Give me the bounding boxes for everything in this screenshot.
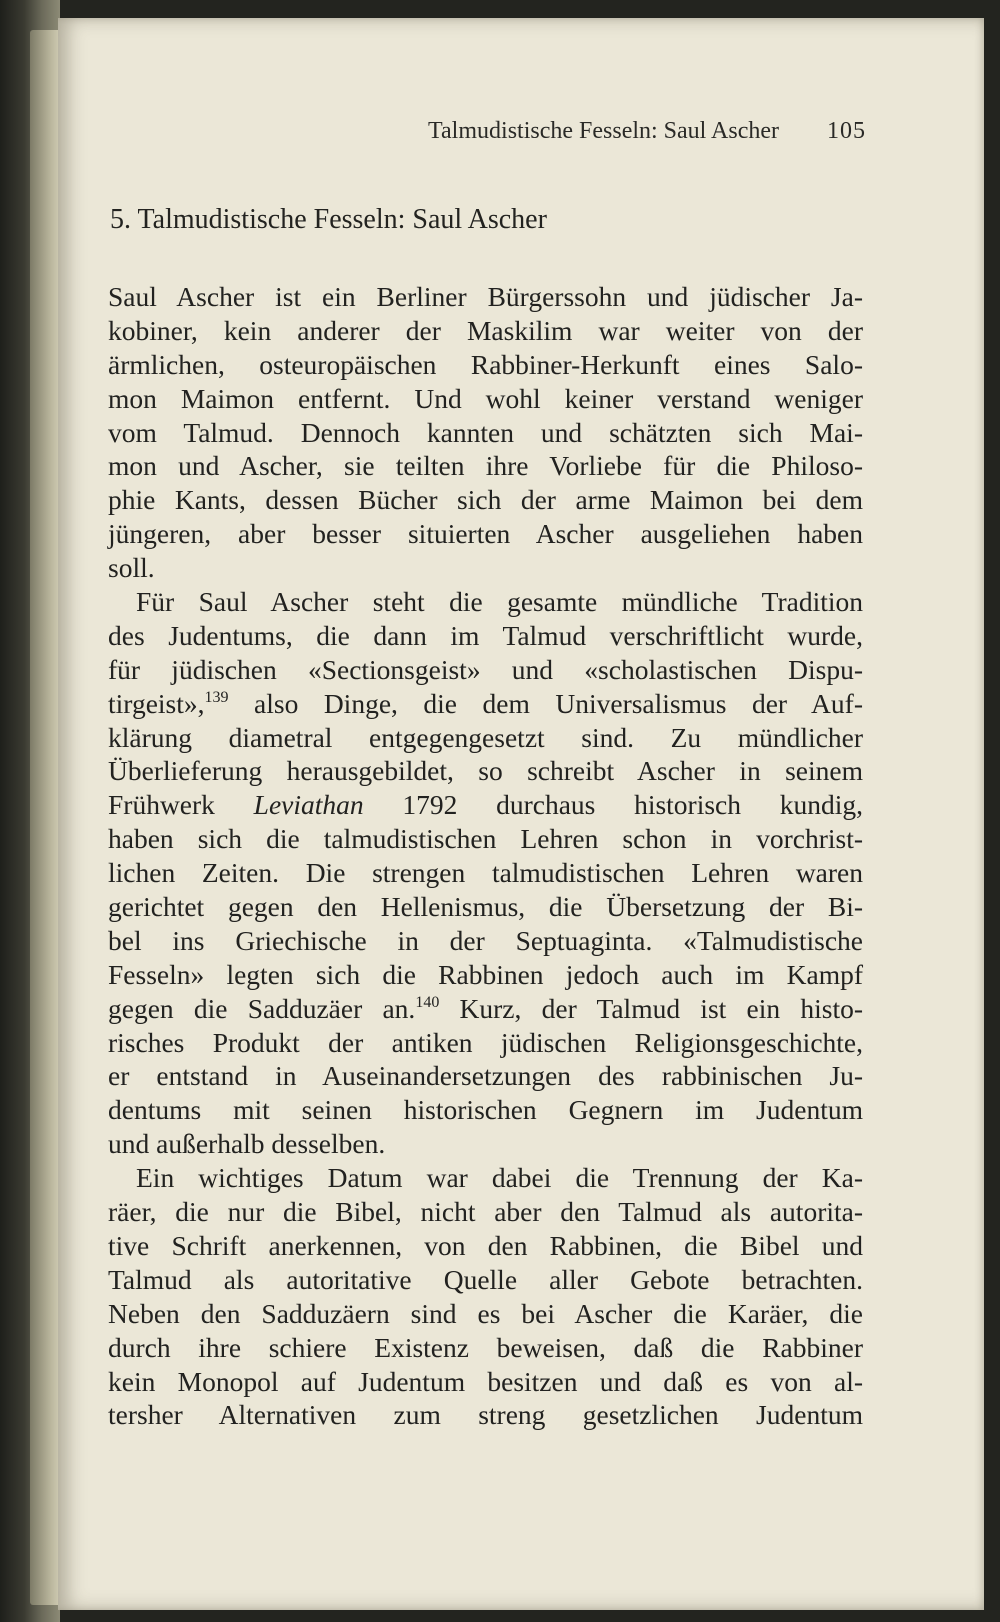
- book-page: [58, 18, 984, 1610]
- text-line: klärung diametral entgegengesetzt sind. Zu mündlicher: [108, 721, 863, 753]
- line-text: also Dinge, die dem Universalismus der Auf-: [228, 687, 863, 719]
- text-line: kobiner, kein anderer der Maskilim war weiter von der: [108, 314, 863, 346]
- text-line: ärmlichen, osteuropäischen Rabbiner-Herkunft eines Salo-: [108, 348, 863, 380]
- text-line: Fesseln» legten sich die Rabbinen jedoch auch im Kampf: [108, 958, 863, 990]
- page-number: 105: [827, 118, 866, 144]
- text-line: jüngeren, aber besser situierten Ascher ausgeliehen haben: [108, 518, 863, 550]
- paragraph-start-line: Für Saul Ascher steht die gesamte mündliche Tradition: [136, 586, 863, 618]
- line-text: gegen die Sadduzäer an.: [108, 992, 416, 1024]
- text-line: [108, 992, 863, 1026]
- text-line: [108, 687, 863, 721]
- book-title-leviathan: Leviathan: [253, 789, 364, 821]
- text-line: lichen Zeiten. Die strengen talmudistischen Lehren waren: [108, 857, 863, 889]
- text-line: haben sich die talmudistischen Lehren schon in vorchrist-: [108, 823, 863, 855]
- footnote-reference-140: 140: [415, 993, 440, 1011]
- line-text: tirgeist»,: [108, 687, 205, 719]
- text-line: phie Kants, dessen Bücher sich der arme Maimon bei dem: [108, 484, 863, 516]
- text-line: dentums mit seinen historischen Gegnern im Judentum: [108, 1094, 863, 1126]
- text-line: des Judentums, die dann im Talmud verschriftlicht wurde,: [108, 619, 863, 651]
- text-line: tive Schrift anerkennen, von den Rabbinen, die Bibel und: [108, 1229, 863, 1261]
- text-line: risches Produkt der antiken jüdischen Religionsgeschichte,: [108, 1026, 863, 1058]
- line-text: 1792 durchaus historisch kundig,: [363, 789, 863, 821]
- text-line: bel ins Griechische in der Septuaginta. «Talmudistische: [108, 924, 863, 956]
- text-line: Überlieferung herausgebildet, so schreibt Ascher in seinem: [108, 755, 863, 787]
- paragraph-end-line: und außerhalb desselben.: [108, 1128, 386, 1160]
- text-line: gerichtet gegen den Hellenismus, die Übersetzung der Bi-: [108, 891, 863, 923]
- text-line: tersher Alternativen zum streng gesetzlichen Judentum: [108, 1399, 863, 1431]
- text-line: vom Talmud. Dennoch kannten und schätzten sich Mai-: [108, 416, 863, 448]
- text-line: räer, die nur die Bibel, nicht aber den Talmud als autorita-: [108, 1196, 863, 1228]
- text-line: [108, 788, 863, 822]
- text-line: er entstand in Auseinandersetzungen des rabbinischen Ju-: [108, 1060, 863, 1092]
- text-line: für jüdischen «Sectionsgeist» und «scholastischen Dispu-: [108, 653, 863, 685]
- line-text: Kurz, der Talmud ist ein histo-: [439, 992, 863, 1024]
- text-line: Saul Ascher ist ein Berliner Bürgerssohn und jüdischer Ja-: [108, 281, 863, 312]
- paragraph-start-line: Ein wichtiges Datum war dabei die Trennung der Ka-: [136, 1162, 863, 1194]
- text-line: durch ihre schiere Existenz beweisen, daß die Rabbiner: [108, 1331, 863, 1363]
- running-head-title: Talmudistische Fesseln: Saul Ascher: [428, 118, 779, 144]
- line-text: Frühwerk: [108, 789, 254, 821]
- footnote-reference-139: 139: [204, 688, 229, 706]
- text-line: Talmud als autoritative Quelle aller Gebote betrachten.: [108, 1263, 863, 1295]
- running-head: [58, 118, 866, 145]
- text-line: mon Maimon entfernt. Und wohl keiner verstand weniger: [108, 382, 863, 414]
- text-line: mon und Ascher, sie teilten ihre Vorliebe für die Philoso-: [108, 450, 863, 482]
- text-line: kein Monopol auf Judentum besitzen und daß es von al-: [108, 1365, 863, 1397]
- body-text: [108, 280, 863, 1432]
- paragraph-end-line: soll.: [108, 552, 155, 584]
- section-heading: 5. Talmudistische Fesseln: Saul Ascher: [110, 204, 547, 235]
- text-line: Neben den Sadduzäern sind es bei Ascher die Karäer, die: [108, 1297, 863, 1329]
